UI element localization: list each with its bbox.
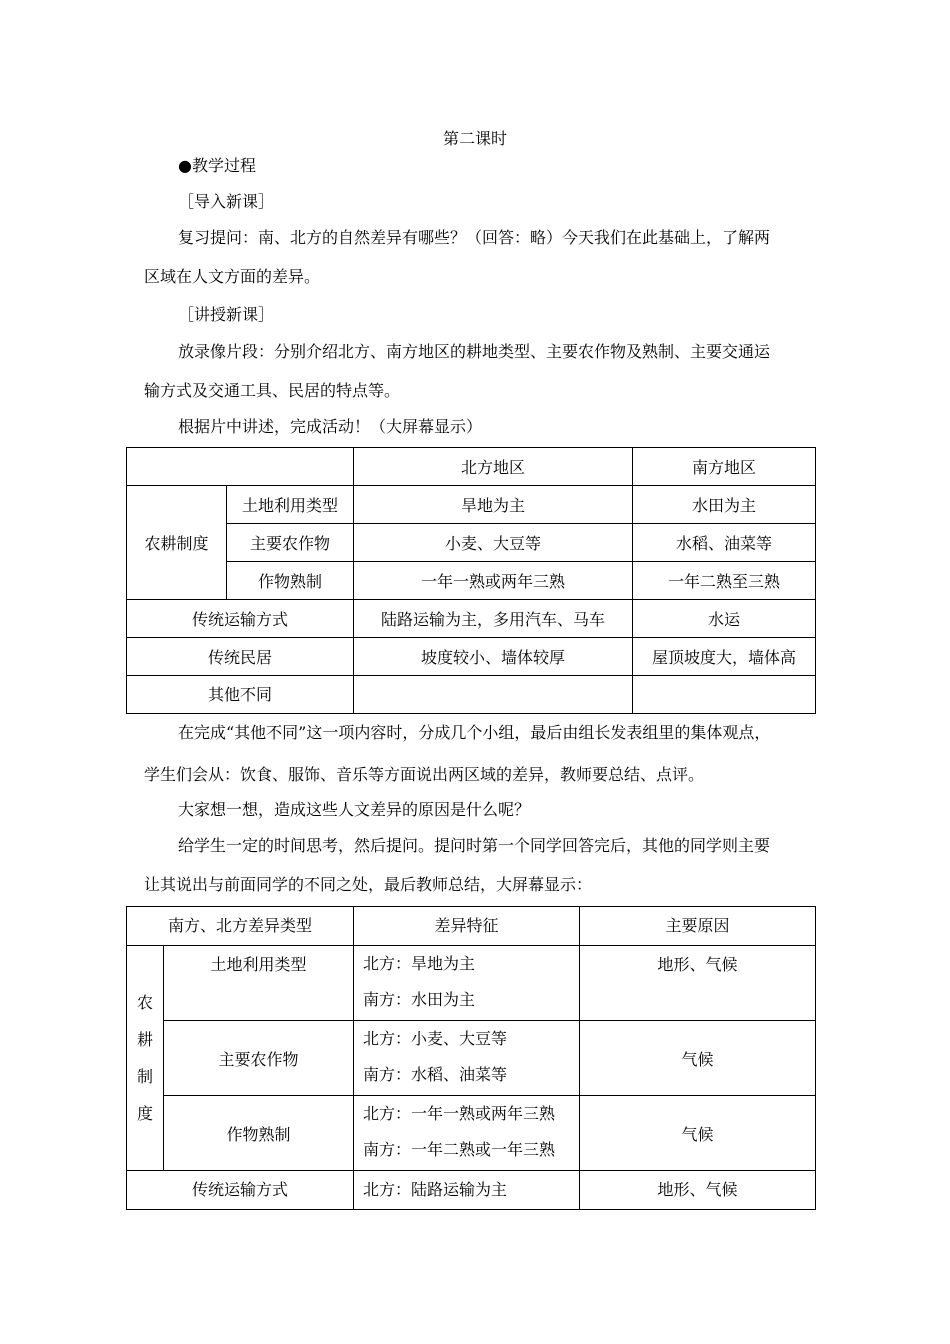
table-row: [127, 448, 816, 486]
table-row: [127, 562, 816, 600]
paragraph-line: 在完成“其他不同”这一项内容时，分成几个小组，最后由组长发表组里的集体观点，: [178, 723, 771, 742]
table-cell: 传统运输方式: [127, 600, 354, 638]
feature-south: 南方：水稻、油菜等: [363, 1065, 508, 1084]
table-cell: 北方：陆路运输为主: [354, 1171, 580, 1210]
table-cell: 气候: [580, 1021, 816, 1096]
vertical-char: 度: [136, 1104, 153, 1123]
feature-south: 南方：水田为主: [363, 990, 476, 1009]
table-cell: 作物熟制: [164, 1096, 354, 1171]
table-cell: 一年一熟或两年三熟: [354, 562, 633, 600]
table-row: [127, 600, 816, 638]
paragraph-line: 放录像片段：分别介绍北方、南方地区的耕地类型、主要农作物及熟制、主要交通运: [178, 342, 771, 361]
table-header: 差异特征: [354, 907, 580, 946]
table-cell: 土地利用类型: [227, 486, 354, 524]
paragraph-line: 根据片中讲述，完成活动！（大屏幕显示）: [178, 417, 483, 436]
table-cell: 屋顶坡度大，墙体高: [633, 638, 816, 676]
paragraph-line: 让其说出与前面同学的不同之处，最后教师总结，大屏幕显示：: [144, 875, 593, 894]
feature-south: 南方：一年二熟或一年三熟: [363, 1140, 556, 1159]
table-cell: 作物熟制: [227, 562, 354, 600]
table-cell: [633, 676, 816, 714]
paragraph-line: 复习提问：南、北方的自然差异有哪些？（回答：略）今天我们在此基础上，了解两: [178, 228, 771, 247]
table-cell: 地形、气候: [580, 1171, 816, 1210]
table-row: [127, 524, 816, 562]
section-label-teach: ［讲授新课］: [178, 305, 275, 324]
table-cell: [127, 448, 354, 486]
page-title: 第二课时: [442, 129, 507, 148]
paragraph-line: 学生们会从：饮食、服饰、音乐等方面说出两区域的差异，教师要总结、点评。: [144, 765, 705, 784]
table-cell: 旱地为主: [354, 486, 633, 524]
vertical-char: 制: [136, 1067, 153, 1086]
table-header: 北方地区: [354, 448, 633, 486]
vertical-label: [127, 984, 163, 1132]
paragraph-line: 区域在人文方面的差异。: [144, 267, 321, 286]
table-header: 南方地区: [633, 448, 816, 486]
table-cell: 水稻、油菜等: [633, 524, 816, 562]
section-heading: ●教学过程: [178, 156, 256, 175]
table-row: [127, 907, 816, 946]
feature-north: 北方：旱地为主: [363, 954, 476, 973]
vertical-char: 耕: [136, 1030, 153, 1049]
table-cell: 其他不同: [127, 676, 354, 714]
table-row: [127, 1171, 816, 1210]
table-header: 主要原因: [580, 907, 816, 946]
table-cell: 传统民居: [127, 638, 354, 676]
table-cell: [354, 1096, 580, 1171]
paragraph-line: 大家想一想，造成这些人文差异的原因是什么呢？: [178, 800, 531, 819]
paragraph-line: 给学生一定的时间思考，然后提问。提问时第一个同学回答完后，其他的同学则主要: [178, 836, 771, 855]
table-row: [127, 676, 816, 714]
feature-north: 北方：一年一熟或两年三熟: [363, 1104, 556, 1123]
vertical-char: 农: [136, 993, 153, 1012]
table-group-cell: [127, 946, 164, 1171]
table-row: [127, 1021, 816, 1096]
table-cell: 地形、气候: [580, 946, 816, 1021]
table-row: [127, 1096, 816, 1171]
table-cell: 主要农作物: [227, 524, 354, 562]
table-cell: 水运: [633, 600, 816, 638]
table-cell: 气候: [580, 1096, 816, 1171]
table-cell: [354, 676, 633, 714]
table-row: [127, 638, 816, 676]
section-label-intro: ［导入新课］: [178, 192, 275, 211]
comparison-table-1: [126, 447, 816, 714]
table-cell: 小麦、大豆等: [354, 524, 633, 562]
table-header: 南方、北方差异类型: [127, 907, 354, 946]
table-cell: 土地利用类型: [164, 946, 354, 1021]
paragraph-line: 输方式及交通工具、民居的特点等。: [144, 381, 401, 400]
table-cell: 主要农作物: [164, 1021, 354, 1096]
table-cell: 传统运输方式: [127, 1171, 354, 1210]
table-row: [127, 946, 816, 1021]
feature-north: 北方：小麦、大豆等: [363, 1029, 508, 1048]
table-cell: [354, 946, 580, 1021]
table-cell: 坡度较小、墙体较厚: [354, 638, 633, 676]
table-group-cell: 农耕制度: [127, 486, 227, 600]
table-cell: [354, 1021, 580, 1096]
table-cell: 陆路运输为主，多用汽车、马车: [354, 600, 633, 638]
table-row: [127, 486, 816, 524]
comparison-table-2: [126, 906, 816, 1210]
table-cell: 水田为主: [633, 486, 816, 524]
table-cell: 一年二熟至三熟: [633, 562, 816, 600]
